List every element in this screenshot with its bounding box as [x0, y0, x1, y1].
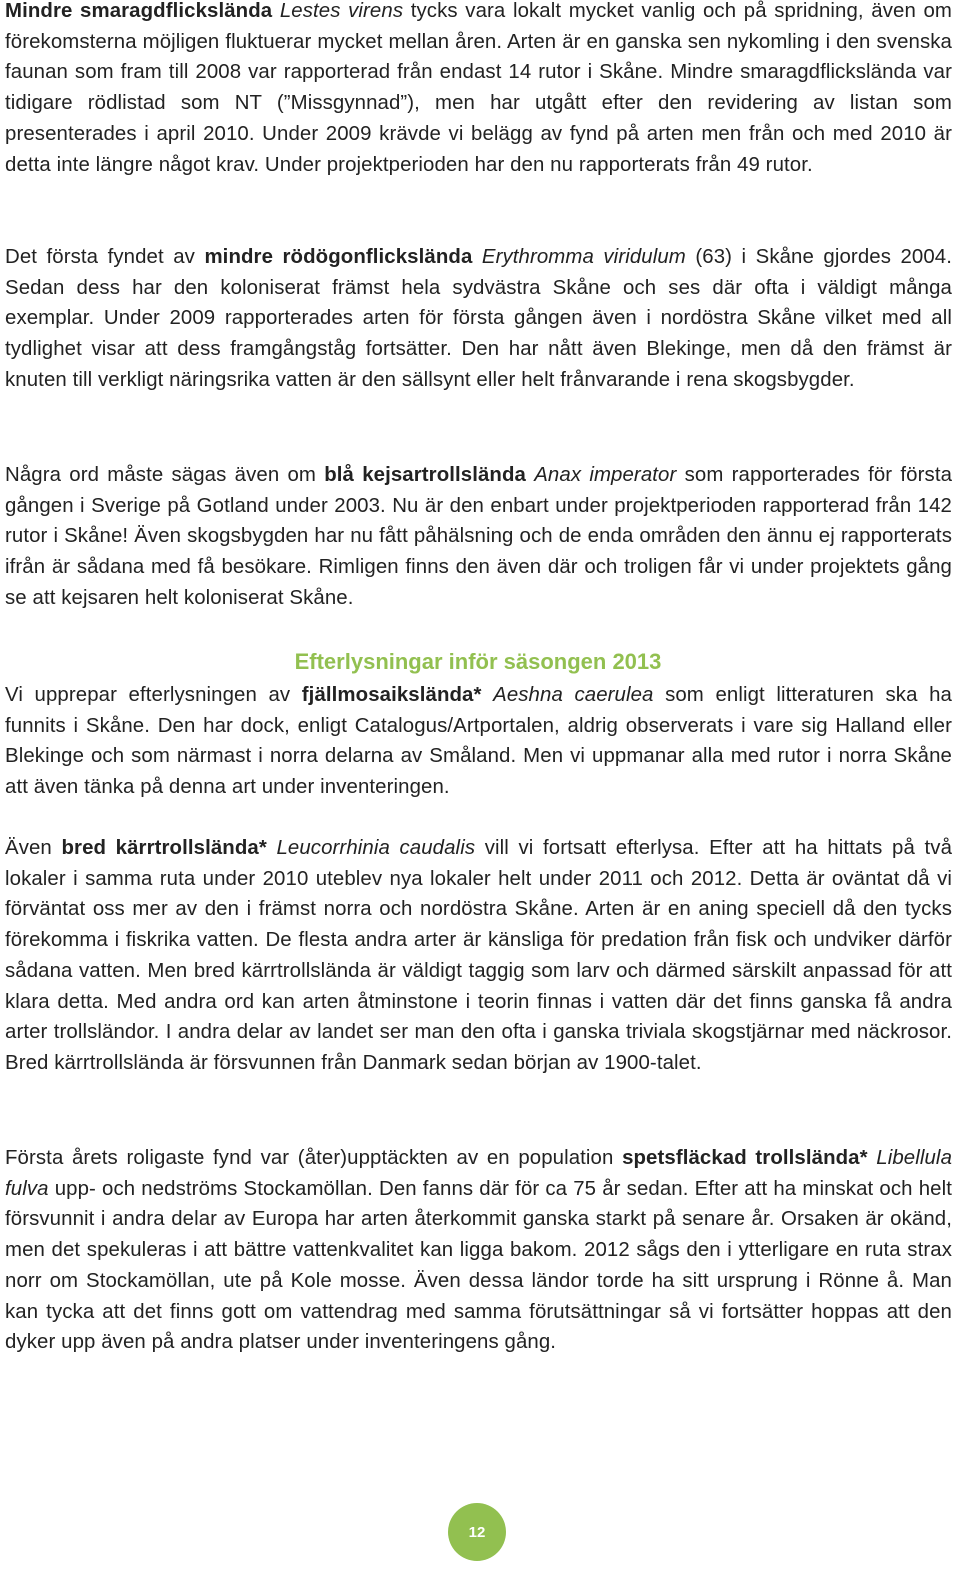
paragraph-body: vill vi fortsatt efterlysa. Efter att ha hittats på två lokaler i samma ruta under 2010 uteblev nya lokaler helt under 2011 och 2012. Detta är oväntat då vi förväntat oss mer av den i främst norra och nordöstra Skåne. Arten är en aning speciell då den tycks förekomma i fiskrika vatten. De flesta andra arter är känsliga för predation från fisk och undviker därför sådana vatten. Men bred kärrtrollslända är väldigt taggig som larv och därmed särskilt anpassad för att klara detta. Med andra ord kan arten åtminstone i teorin finnas i vatten där det finns ganska få andra arter trollsländor. I andra delar av landet ser man den ofta i ganska triviala skogstjärnar med näckrosor. Bred kärrtrollslända är försvunnen från Danmark sedan början av 1900-talet.	[5, 837, 953, 1074]
species-name: fjällmosaikslända*	[301, 684, 482, 706]
page-number: 12	[468, 1523, 486, 1541]
paragraph-body: som enligt litteraturen ska ha funnits i Skåne. Den har dock, enligt Catalogus/Artportalen, aldrig observerats i vare sig Halland eller Blekinge och som närmast i norra delarna av Småland. Men vi uppmanar alla med rutor i norra Skåne att även tänka på denna art under inventeringen.	[5, 684, 952, 799]
latin-name: Lestes virens	[279, 0, 404, 22]
paragraph-lestes-virens	[5, 0, 952, 180]
paragraph-body: som rapporterades för första gången i Sverige på Gotland under 2003. Nu är den enbart under projektperioden rapporterad från 142 rutor i Skåne! Även skogsbygden har nu fått påhälsning och de enda områden den ännu ej rapporterats ifrån är sådana med få besökare. Rimligen finns den även där och troligen får vi under projektets gång se att kejsaren helt koloniserat Skåne.	[5, 464, 953, 609]
paragraph-body: tycks vara lokalt mycket vanlig och på spridning, även om förekomsterna möjligen fluktuerar mycket mellan åren. Arten är en ganska sen nykomling i den svenska faunan som fram till 2008 var rapporterad från endast 14 rutor i Skåne. Mindre smaragdflickslända var tidigare rödlistad som NT (”Missgynnad”), men har utgått efter den revidering av listan som presenterades i april 2010. Under 2009 krävde vi belägg av fynd på arten men från och med 2010 är detta inte längre något krav. Under projektperioden har den nu rapporterats från 49 rutor.	[5, 0, 953, 176]
species-name: spetsfläckad trollslända*	[622, 1147, 868, 1169]
paragraph-body: upp- och nedströms Stockamöllan. Den fanns där för ca 75 år sedan. Efter att ha minskat och helt försvunnit i andra delar av Europa har arten återkommit ganska starkt på senare år. Orsaken är okänd, men det spekuleras i att bättre vattenkvalitet kan ligga bakom. 2012 sågs den i ytterligare en ruta strax norr om Stockamöllan, ute på Kole mosse. Även dessa ländor torde ha sitt ursprung i Rönne å. Man kan tycka att det finns gott om vattendrag med samma förutsättningar så vi fortsätter hoppas att den dyker upp även på andra platser under inventeringens gång.	[5, 1177, 952, 1354]
paragraph-erythromma-viridulum: Det första fyndet av mindre rödögonflickslända Erythromma viridulum (63) i Skåne gjordes 2004. Sedan dess har den koloniserat främst hela sydvästra Skåne och ses där ofta i väldigt många exemplar. Under 2009 rapporterades arten för första gången även i nordöstra Skåne vilket med all tydlighet visar att dess framgångståg fortsätter. Den har nått även Blekinge, men då den främst är knuten till verkligt näringsrika vatten är den sällsynt eller helt frånvarande i rena skogsbygder.	[5, 246, 952, 391]
paragraph-libellula-fulva: Första årets roligaste fynd var (åter)upptäckten av en population spetsfläckad trollslända* Libellula fulva upp- och nedströms Stockamöllan. Den fanns där för ca 75 år sedan. Efter att ha minskat och helt försvunnit i andra delar av Europa har arten återkommit ganska starkt på senare år. Orsaken är okänd, men det spekuleras i att bättre vattenkvalitet kan ligga bakom. 2012 sågs den i ytterligare en ruta strax norr om Stockamöllan, ute på Kole mosse. Även dessa ländor torde ha sitt ursprung i Rönne å. Man kan tycka att det finns gott om vattendrag med samma förutsättningar så vi fortsätter hoppas att den dyker upp även på andra platser under inventeringens gång.	[5, 1147, 953, 1354]
species-name: bred kärrtrollslända*	[61, 837, 267, 859]
paragraph-anax-imperator: Några ord måste sägas även om blå kejsartrollslända Anax imperator som rapporterades för första gången i Sverige på Gotland under 2003. Nu är den enbart under projektperioden rapporterad från 142 rutor i Skåne! Även skogsbygden har nu fått påhälsning och de enda områden den ännu ej rapporterats ifrån är sådana med få besökare. Rimligen finns den även där och troligen får vi under projektets gång se att kejsaren helt koloniserat Skåne.	[5, 464, 953, 609]
species-name: mindre rödögonflickslända	[204, 246, 473, 268]
latin-name: Erythromma viridulum	[481, 246, 686, 268]
latin-name: Aeshna caerulea	[493, 684, 654, 706]
paragraph-leucorrhinia-caudalis: Även bred kärrtrollslända* Leucorrhinia caudalis vill vi fortsatt efterlysa. Efter att ha hittats på två lokaler i samma ruta under 2010 uteblev nya lokaler helt under 2011 och 2012. Detta är oväntat då vi förväntat oss mer av den i främst norra och nordöstra Skåne. Arten är en aning speciell då den tycks förekomma i fiskrika vatten. De flesta andra arter är känsliga för predation från fisk och undviker därför sådana vatten. Men bred kärrtrollslända är väldigt taggig som larv och därmed särskilt anpassad för att klara detta. Med andra ord kan arten åtminstone i teorin finnas i vatten där det finns ganska få andra arter trollsländor. I andra delar av landet ser man den ofta i ganska triviala skogstjärnar med näckrosor. Bred kärrtrollslända är försvunnen från Danmark sedan början av 1900-talet.	[5, 837, 953, 1074]
section-heading: Efterlysningar inför säsongen 2013	[294, 649, 662, 674]
latin-name: Leucorrhinia caudalis	[276, 837, 476, 859]
paragraph-body: (63) i Skåne gjordes 2004. Sedan dess har den koloniserat främst hela sydvästra Skåne och ses där ofta i väldigt många exemplar. Under 2009 rapporterades arten för första gången även i nordöstra Skåne vilket med all tydlighet visar att dess framgångståg fortsätter. Den har nått även Blekinge, men då den främst är knuten till verkligt näringsrika vatten är den sällsynt eller helt frånvarande i rena skogsbygder.	[5, 246, 952, 391]
page-number-badge	[448, 1503, 506, 1561]
latin-name: Anax imperator	[534, 464, 677, 486]
species-name: Mindre smaragdflickslända	[5, 0, 273, 22]
species-name: blå kejsartrollslända	[324, 464, 526, 486]
paragraph-aeshna-caerulea: Vi upprepar efterlysningen av fjällmosaikslända* Aeshna caerulea som enligt litteraturen ska ha funnits i Skåne. Den har dock, enligt Catalogus/Artportalen, aldrig observerats i vare sig Halland eller Blekinge och som närmast i norra delarna av Småland. Men vi uppmanar alla med rutor i norra Skåne att även tänka på denna art under inventeringen.	[5, 684, 952, 799]
latin-name: Libellula fulva	[5, 1147, 953, 1200]
